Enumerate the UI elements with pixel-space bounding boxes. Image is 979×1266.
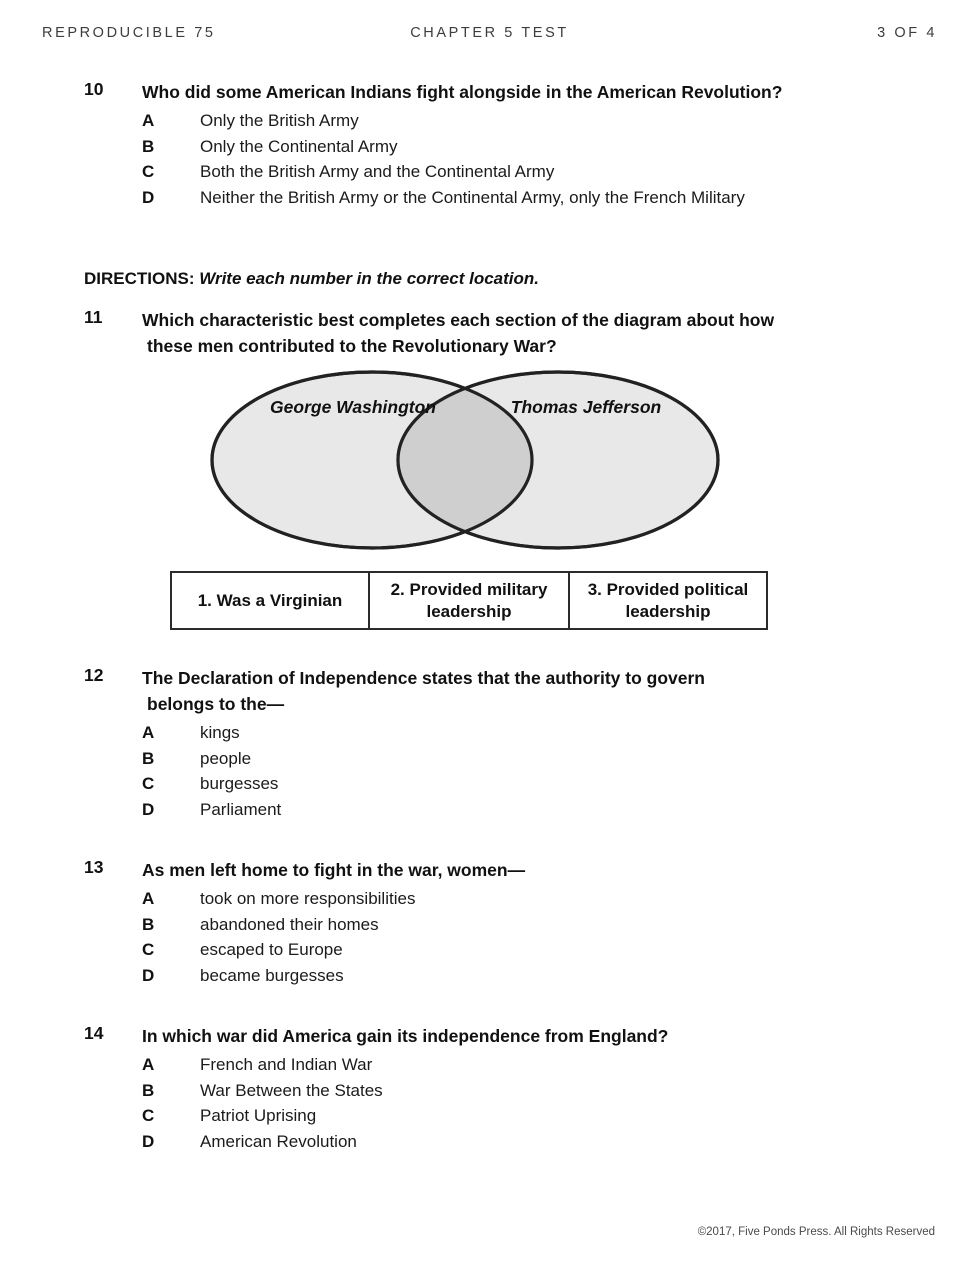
question-12 — [84, 665, 944, 822]
question-10-option-a[interactable] — [142, 108, 944, 134]
venn-diagram — [200, 360, 745, 560]
question-11-heading — [84, 307, 944, 359]
option-letter: B — [142, 748, 155, 768]
question-12-heading — [84, 665, 944, 717]
option-text: American Revolution — [200, 1131, 357, 1151]
option-text: Parliament — [200, 799, 282, 819]
option-text: Both the British Army and the Continental Army — [200, 162, 555, 181]
option-text: became burgesses — [200, 965, 344, 985]
header-page-indicator: 3 OF 4 — [877, 25, 937, 41]
question-14-number: 14 — [84, 1023, 104, 1043]
question-14-options — [142, 1052, 944, 1154]
option-letter: A — [142, 723, 155, 742]
answer-bank-cell-2[interactable]: 2. Provided military leadership — [370, 573, 570, 628]
question-12-option-b[interactable] — [142, 746, 944, 772]
question-11-prompt-line2: these men contributed to the Revolutionary War? — [147, 336, 557, 356]
question-10-number: 10 — [84, 79, 104, 99]
question-10-option-b[interactable] — [142, 134, 944, 160]
question-11 — [84, 307, 944, 359]
question-12-number: 12 — [84, 665, 104, 685]
question-13-option-c[interactable] — [142, 937, 944, 963]
footer-copyright: ©2017, Five Ponds Press. All Rights Reserved — [697, 1226, 935, 1238]
option-text: took on more responsibilities — [200, 889, 416, 908]
option-letter: A — [142, 889, 155, 908]
question-12-option-a[interactable] — [142, 720, 944, 746]
option-letter: C — [142, 162, 155, 181]
question-13-option-a[interactable] — [142, 886, 944, 912]
option-letter: C — [142, 1106, 155, 1125]
question-14-option-b[interactable] — [142, 1078, 944, 1104]
option-text: burgesses — [200, 774, 279, 793]
question-14-heading — [84, 1023, 944, 1049]
question-13-option-b[interactable] — [142, 912, 944, 938]
question-12-options — [142, 720, 944, 822]
directions-line — [84, 269, 539, 289]
option-letter: D — [142, 187, 155, 207]
directions-text: Write each number in the correct location. — [194, 269, 539, 288]
question-13-options — [142, 886, 944, 988]
answer-bank-cell-3[interactable]: 3. Provided political leadership — [587, 579, 749, 621]
question-10-option-c[interactable] — [142, 159, 944, 185]
option-letter: D — [142, 965, 155, 985]
answer-bank-cell-1[interactable]: 1. Was a Virginian — [172, 573, 370, 628]
option-text: escaped to Europe — [200, 940, 343, 959]
directions-label: DIRECTIONS: — [84, 269, 195, 288]
page-header — [42, 25, 937, 47]
option-text: War Between the States — [200, 1080, 383, 1100]
option-text: kings — [200, 723, 240, 742]
question-10-option-d[interactable] — [142, 185, 944, 211]
option-letter: B — [142, 1080, 155, 1100]
question-12-option-c[interactable] — [142, 771, 944, 797]
question-11-number: 11 — [84, 307, 103, 327]
question-10 — [84, 79, 944, 210]
question-10-heading — [84, 79, 944, 105]
option-letter: A — [142, 111, 155, 130]
question-12-prompt-line1: The Declaration of Independence states that the authority to govern — [142, 668, 705, 688]
option-letter: B — [142, 914, 155, 934]
option-letter: D — [142, 799, 155, 819]
option-text: abandoned their homes — [200, 914, 379, 934]
option-text: Neither the British Army or the Continental Army, only the French Military — [200, 187, 745, 207]
question-13-option-d[interactable] — [142, 963, 944, 989]
venn-left-label: George Washington — [270, 397, 436, 417]
question-11-prompt-line1: Which characteristic best completes each section of the diagram about how — [142, 310, 775, 330]
question-14-option-a[interactable] — [142, 1052, 944, 1078]
option-letter: B — [142, 136, 155, 156]
question-13-number: 13 — [84, 857, 104, 877]
header-reproducible-label: REPRODUCIBLE 75 — [42, 25, 216, 41]
option-letter: C — [142, 774, 155, 793]
option-text: French and Indian War — [200, 1055, 373, 1074]
question-14-option-c[interactable] — [142, 1103, 944, 1129]
venn-right-label: Thomas Jefferson — [510, 397, 662, 417]
option-letter: C — [142, 940, 155, 959]
option-text: Only the Continental Army — [200, 136, 398, 156]
option-text: Only the British Army — [200, 111, 359, 130]
question-14 — [84, 1023, 944, 1154]
header-chapter-title: CHAPTER 5 TEST — [410, 25, 569, 41]
option-text: people — [200, 748, 252, 768]
question-10-options — [142, 108, 944, 210]
question-14-prompt: In which war did America gain its independence from England? — [142, 1026, 669, 1046]
option-letter: A — [142, 1055, 155, 1074]
question-11-prompt — [142, 307, 944, 359]
question-13-heading — [84, 857, 944, 883]
question-10-prompt: Who did some American Indians fight alongside in the American Revolution? — [142, 82, 783, 102]
question-12-prompt — [142, 665, 944, 717]
answer-bank-table — [170, 571, 768, 630]
question-13-prompt: As men left home to fight in the war, women— — [142, 860, 526, 880]
question-13 — [84, 857, 944, 988]
question-14-option-d[interactable] — [142, 1129, 944, 1155]
question-12-prompt-line2: belongs to the— — [147, 694, 285, 714]
option-text: Patriot Uprising — [200, 1106, 317, 1125]
option-letter: D — [142, 1131, 155, 1151]
question-12-option-d[interactable] — [142, 797, 944, 823]
